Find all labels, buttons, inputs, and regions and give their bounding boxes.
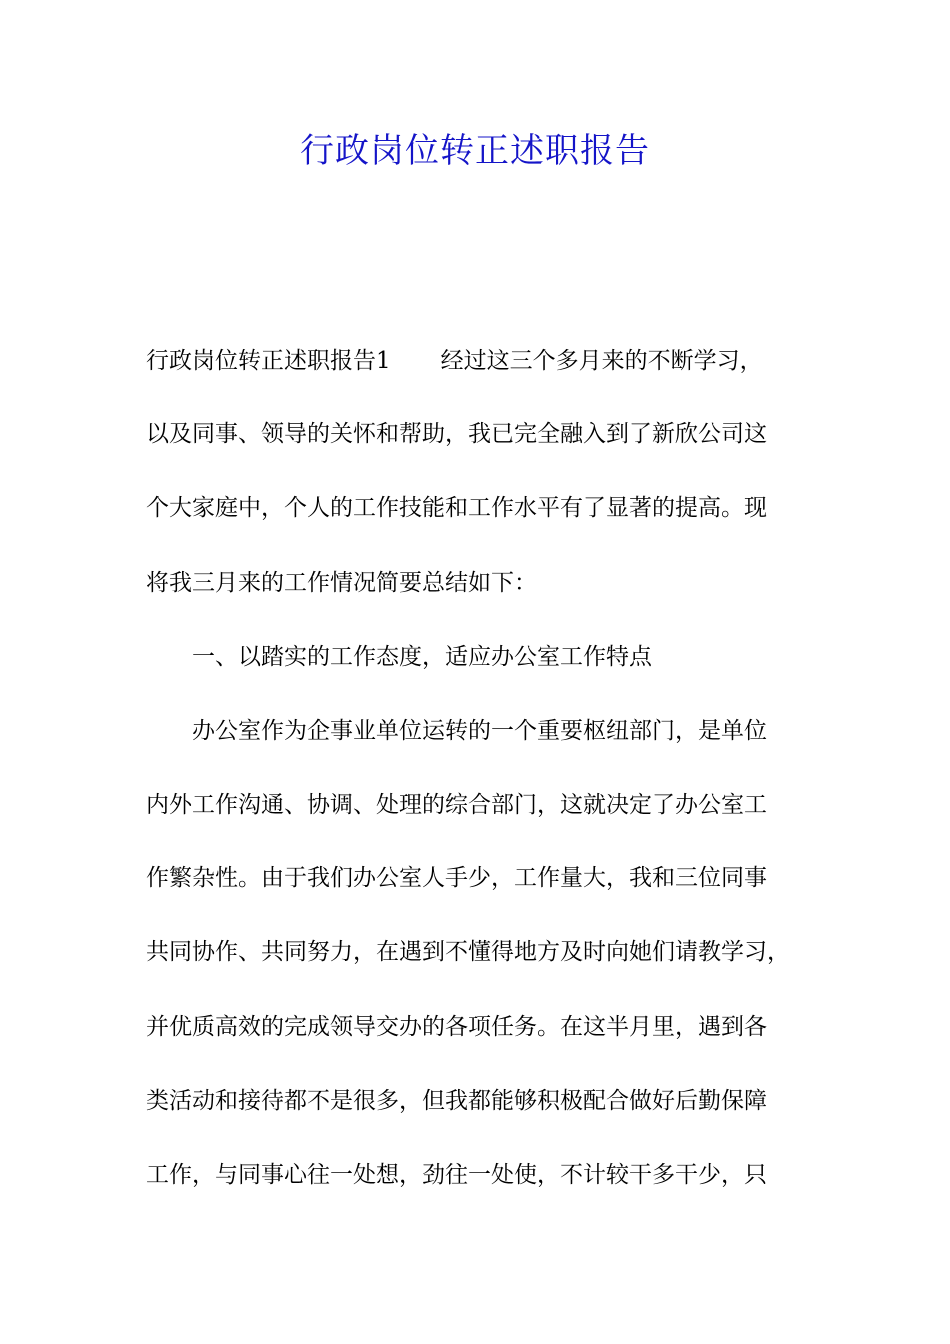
section-heading-1: 一、以踏实的工作态度，适应办公室工作特点 bbox=[192, 644, 652, 670]
paragraph-line-3: 个大家庭中，个人的工作技能和工作水平有了显著的提高。现 bbox=[146, 495, 767, 521]
paragraph-line-12: 工作，与同事心往一处想，劲往一处使，不计较干多干少，只 bbox=[146, 1162, 767, 1188]
paragraph-line-1 bbox=[146, 341, 826, 381]
paragraph-line-4: 将我三月来的工作情况简要总结如下： bbox=[146, 570, 537, 596]
paragraph-line-8: 作繁杂性。由于我们办公室人手少，工作量大，我和三位同事 bbox=[146, 865, 767, 891]
paragraph-line-11: 类活动和接待都不是很多，但我都能够积极配合做好后勤保障 bbox=[146, 1088, 767, 1114]
paragraph-line-2: 以及同事、领导的关怀和帮助，我已完全融入到了新欣公司这 bbox=[146, 421, 767, 447]
document-title: 行政岗位转正述职报告 bbox=[300, 131, 650, 171]
report-heading-inline: 行政岗位转正述职报告1 bbox=[146, 348, 391, 374]
paragraph-line-7: 内外工作沟通、协调、处理的综合部门，这就决定了办公室工 bbox=[146, 792, 767, 818]
paragraph-line-6: 办公室作为企事业单位运转的一个重要枢纽部门，是单位 bbox=[192, 718, 767, 744]
paragraph-line-9: 共同协作、共同努力，在遇到不懂得地方及时向她们请教学习， bbox=[146, 939, 790, 965]
paragraph-line-10: 并优质高效的完成领导交办的各项任务。在这半月里，遇到各 bbox=[146, 1014, 767, 1040]
line-text: 经过这三个多月来的不断学习， bbox=[440, 348, 763, 374]
